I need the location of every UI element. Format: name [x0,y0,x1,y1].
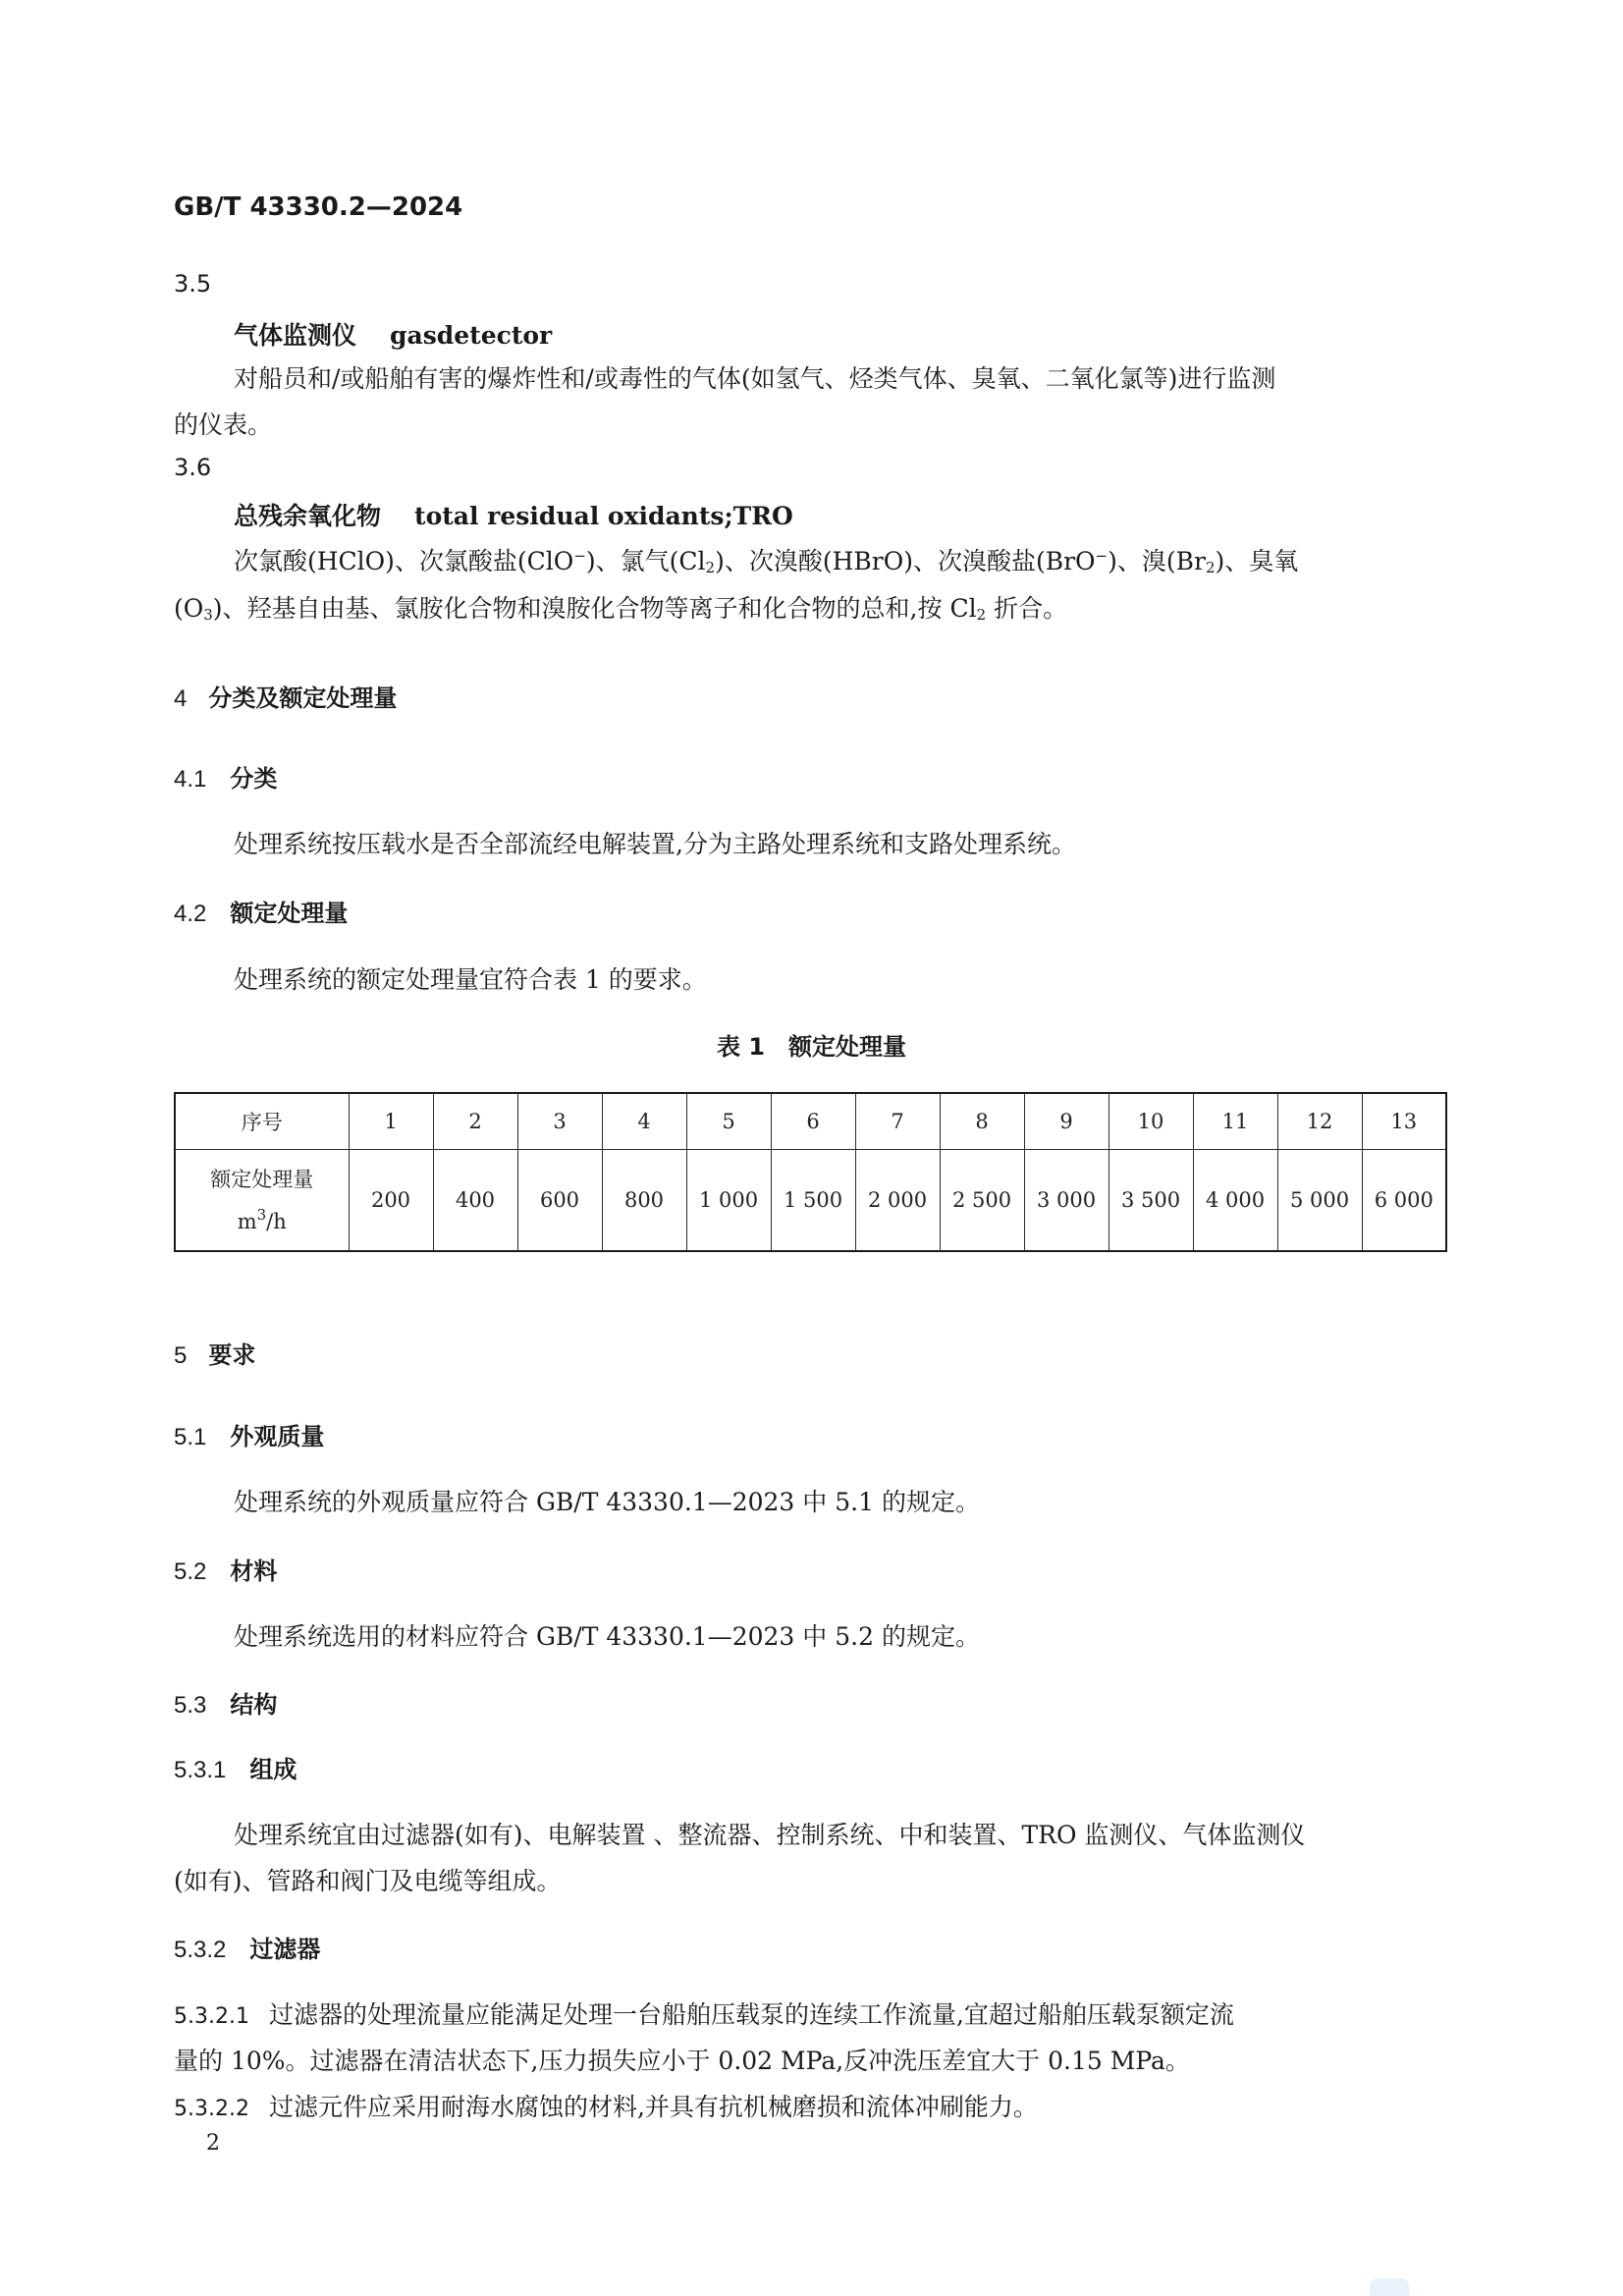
seq-cell: 6 [771,1093,855,1150]
seq-cell: 9 [1024,1093,1109,1150]
seq-cell: 7 [855,1093,940,1150]
capacity-cell: 5 000 [1277,1150,1362,1252]
capacity-cell: 6 000 [1362,1150,1446,1252]
clause-5-3-2-1-line2: 量的 10%。过滤器在清洁状态下,压力损失应小于 0.02 MPa,反冲洗压差宜大于 0.15 MPa。 [174,2047,1190,2075]
capacity-cell: 400 [433,1150,517,1252]
row-label-capacity: 额定处理量 $m^3/h$ [175,1150,349,1252]
section-5-2-heading: 5.2 材料 [174,1558,278,1585]
seq-cell: 13 [1362,1093,1446,1150]
section-4-heading: 4 分类及额定处理量 [174,684,398,712]
row-label-sequence: 序号 [175,1093,349,1150]
seq-cell: 2 [433,1093,517,1150]
scan-artifact [1370,2278,1409,2296]
table-row-sequence [175,1093,1446,1150]
section-4-2-heading: 4.2 额定处理量 [174,900,349,927]
capacity-cell: 1 000 [686,1150,771,1252]
section-5-3-1-heading: 5.3.1 组成 [174,1756,298,1783]
seq-cell: 12 [1277,1093,1362,1150]
term-cn: 总残余氧化物 [234,502,382,530]
capacity-cell: 600 [517,1150,602,1252]
term-3-5 [234,316,552,352]
clause-number-3-5: 3.5 [174,270,212,298]
page-number: 2 [206,2131,220,2156]
section-5-3-heading: 5.3 结构 [174,1691,278,1719]
capacity-cell: 800 [602,1150,686,1252]
capacity-cell: 1 500 [771,1150,855,1252]
standard-number: GB/T 43330.2—2024 [174,192,463,222]
definition-3-6-line1: 次氯酸(HClO)、次氯酸盐(ClO−)、氯气$(Cl_2)$、次溴酸(HBrO)、次溴酸盐(BrO−)、溴$(Br_2)$、臭氧 [234,547,1299,576]
section-5-3-1-line1: 处理系统宜由过滤器(如有)、电解装置 、整流器、控制系统、中和装置、TRO 监测仪、气体监测仪 [234,1821,1306,1849]
section-5-1-text: 处理系统的外观质量应符合 GB/T 43330.1—2023 中 5.1 的规定。 [234,1488,980,1516]
seq-cell: 11 [1193,1093,1277,1150]
capacity-cell: 3 000 [1024,1150,1109,1252]
section-5-3-2-heading: 5.3.2 过滤器 [174,1936,321,1963]
clause-5-3-2-1-line1: 5.3.2.1 过滤器的处理流量应能满足处理一台船舶压载泵的连续工作流量,宜超过船舶压载泵额定流 [174,2000,1234,2029]
term-en: gasdetector [390,321,553,350]
capacity-cell: 200 [349,1150,433,1252]
term-en: total residual oxidants;TRO [414,502,793,530]
section-4-1-text: 处理系统按压载水是否全部流经电解装置,分为主路处理系统和支路处理系统。 [234,830,1076,858]
table-1-caption: 表 1 额定处理量 [716,1033,907,1061]
capacity-cell: 2 000 [855,1150,940,1252]
seq-cell: 4 [602,1093,686,1150]
seq-cell: 1 [349,1093,433,1150]
section-5-heading: 5 要求 [174,1341,256,1369]
table-row-capacity [175,1150,1446,1252]
term-3-6 [234,497,793,532]
section-5-1-heading: 5.1 外观质量 [174,1423,325,1450]
seq-cell: 10 [1109,1093,1193,1150]
term-cn: 气体监测仪 [234,321,357,350]
table-1 [174,1092,1447,1252]
seq-cell: 5 [686,1093,771,1150]
definition-3-5-line1: 对船员和/或船舶有害的爆炸性和/或毒性的气体(如氢气、烃类气体、臭氧、二氧化氯等)进行监测 [234,364,1276,393]
capacity-cell: 4 000 [1193,1150,1277,1252]
definition-3-5-line2: 的仪表。 [174,410,273,439]
section-4-2-text: 处理系统的额定处理量宜符合表 1 的要求。 [234,965,707,994]
seq-cell: 3 [517,1093,602,1150]
clause-5-3-2-2: 5.3.2.2 过滤元件应采用耐海水腐蚀的材料,并具有抗机械磨损和流体冲刷能力。 [174,2093,1038,2121]
section-5-2-text: 处理系统选用的材料应符合 GB/T 43330.1—2023 中 5.2 的规定。 [234,1622,980,1651]
capacity-cell: 3 500 [1109,1150,1193,1252]
seq-cell: 8 [940,1093,1024,1150]
capacity-cell: 2 500 [940,1150,1024,1252]
definition-3-6-line2: $(O_3)$、羟基自由基、氯胺化合物和溴胺化合物等离子和化合物的总和,按 $Cl_2$ 折合。 [174,594,1068,624]
section-5-3-1-line2: (如有)、管路和阀门及电缆等组成。 [174,1867,562,1895]
clause-number-3-6: 3.6 [174,454,212,481]
section-4-1-heading: 4.1 分类 [174,765,278,793]
